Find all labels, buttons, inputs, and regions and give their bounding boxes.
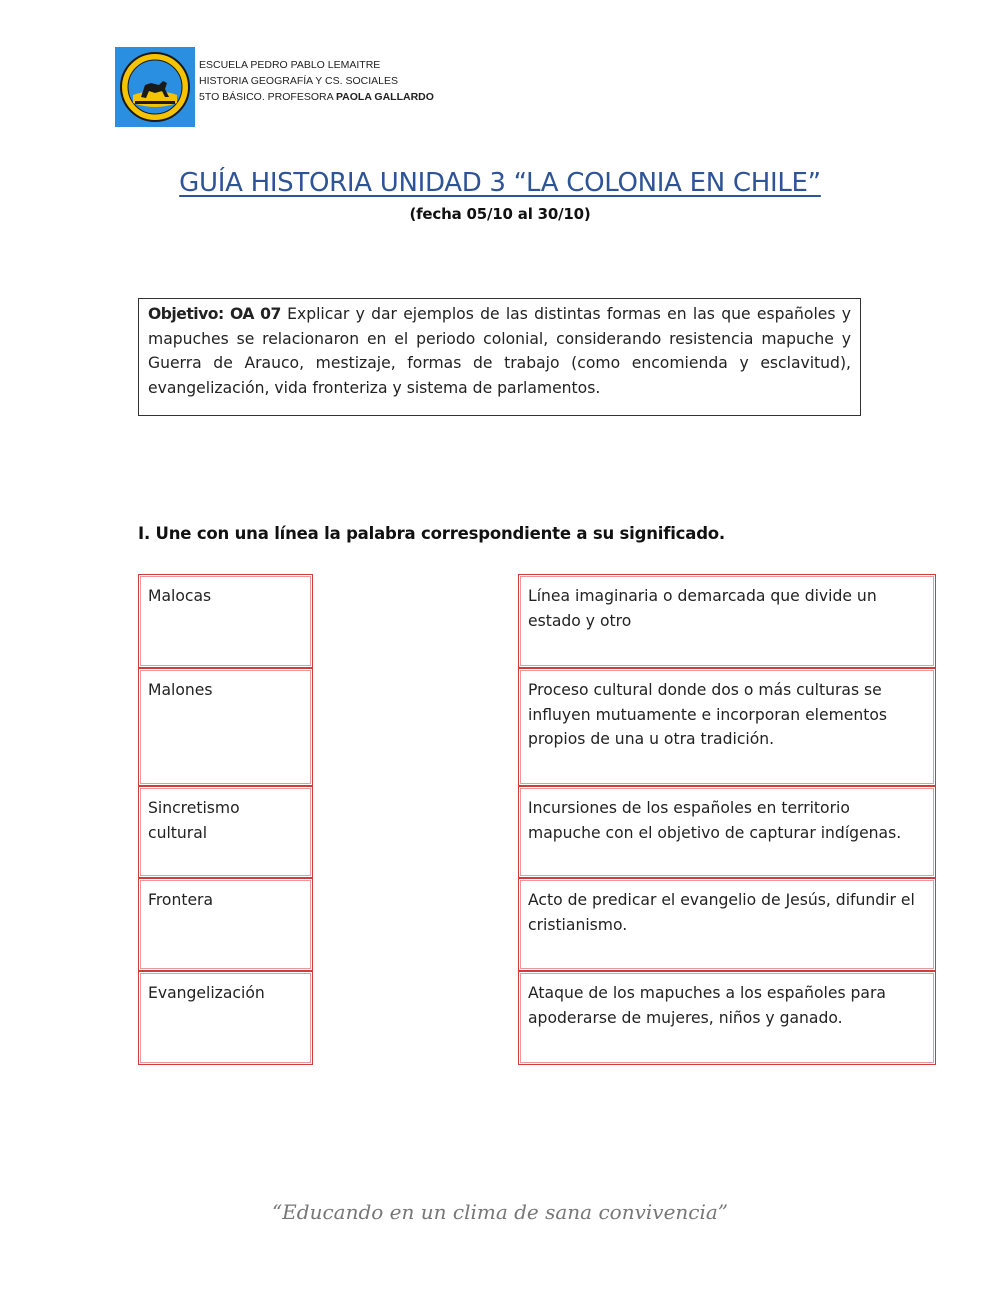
school-crest-icon [115, 47, 195, 127]
grade-teacher-prefix: 5TO BÁSICO. PROFESORA [199, 91, 334, 103]
exercise-instruction: I. Une con una línea la palabra correspondiente a su significado. [138, 524, 726, 543]
school-info [199, 57, 434, 105]
date-range: (fecha 05/10 al 30/10) [409, 205, 591, 223]
term-cell[interactable]: Evangelización [138, 971, 313, 1065]
objective-text: Explicar y dar ejemplos de las distintas formas en las que españoles y mapuches se relacionaron en el periodo colonial, considerando resistencia mapuche y Guerra de Arauco, mestizaje, formas de trabajo (como encomienda y esclavitud), evangelización, vida fronteriza y sistema de parlamentos. [148, 305, 851, 397]
page-title: GUÍA HISTORIA UNIDAD 3 “LA COLONIA EN CHILE” [179, 168, 821, 198]
subject-name: HISTORIA GEOGRAFÍA Y CS. SOCIALES [199, 75, 398, 87]
term-cell[interactable]: Sincretismo cultural [138, 786, 313, 878]
definition-cell[interactable]: Ataque de los mapuches a los españoles para apoderarse de mujeres, niños y ganado. [518, 971, 936, 1065]
term-cell[interactable]: Frontera [138, 878, 313, 971]
definition-cell[interactable]: Proceso cultural donde dos o más culturas se influyen mutuamente e incorporan elementos propios de una u otra tradición. [518, 668, 936, 786]
footer-motto: “Educando en un clima de sana convivencia” [271, 1200, 729, 1224]
objective-lead: Objetivo: OA 07 [148, 305, 281, 323]
school-name: ESCUELA PEDRO PABLO LEMAITRE [199, 59, 381, 71]
teacher-name: PAOLA GALLARDO [335, 91, 434, 103]
definition-cell[interactable]: Acto de predicar el evangelio de Jesús, difundir el cristianismo. [518, 878, 936, 971]
term-cell[interactable]: Malones [138, 668, 313, 786]
grade-teacher [199, 89, 434, 105]
definition-cell[interactable]: Incursiones de los españoles en territorio mapuche con el objetivo de capturar indígenas. [518, 786, 936, 878]
definition-cell[interactable]: Línea imaginaria o demarcada que divide un estado y otro [518, 574, 936, 668]
objective-box [138, 298, 861, 416]
school-logo [115, 47, 195, 127]
term-cell[interactable]: Malocas [138, 574, 313, 668]
terms-column [138, 574, 313, 1065]
definitions-column [518, 574, 936, 1065]
